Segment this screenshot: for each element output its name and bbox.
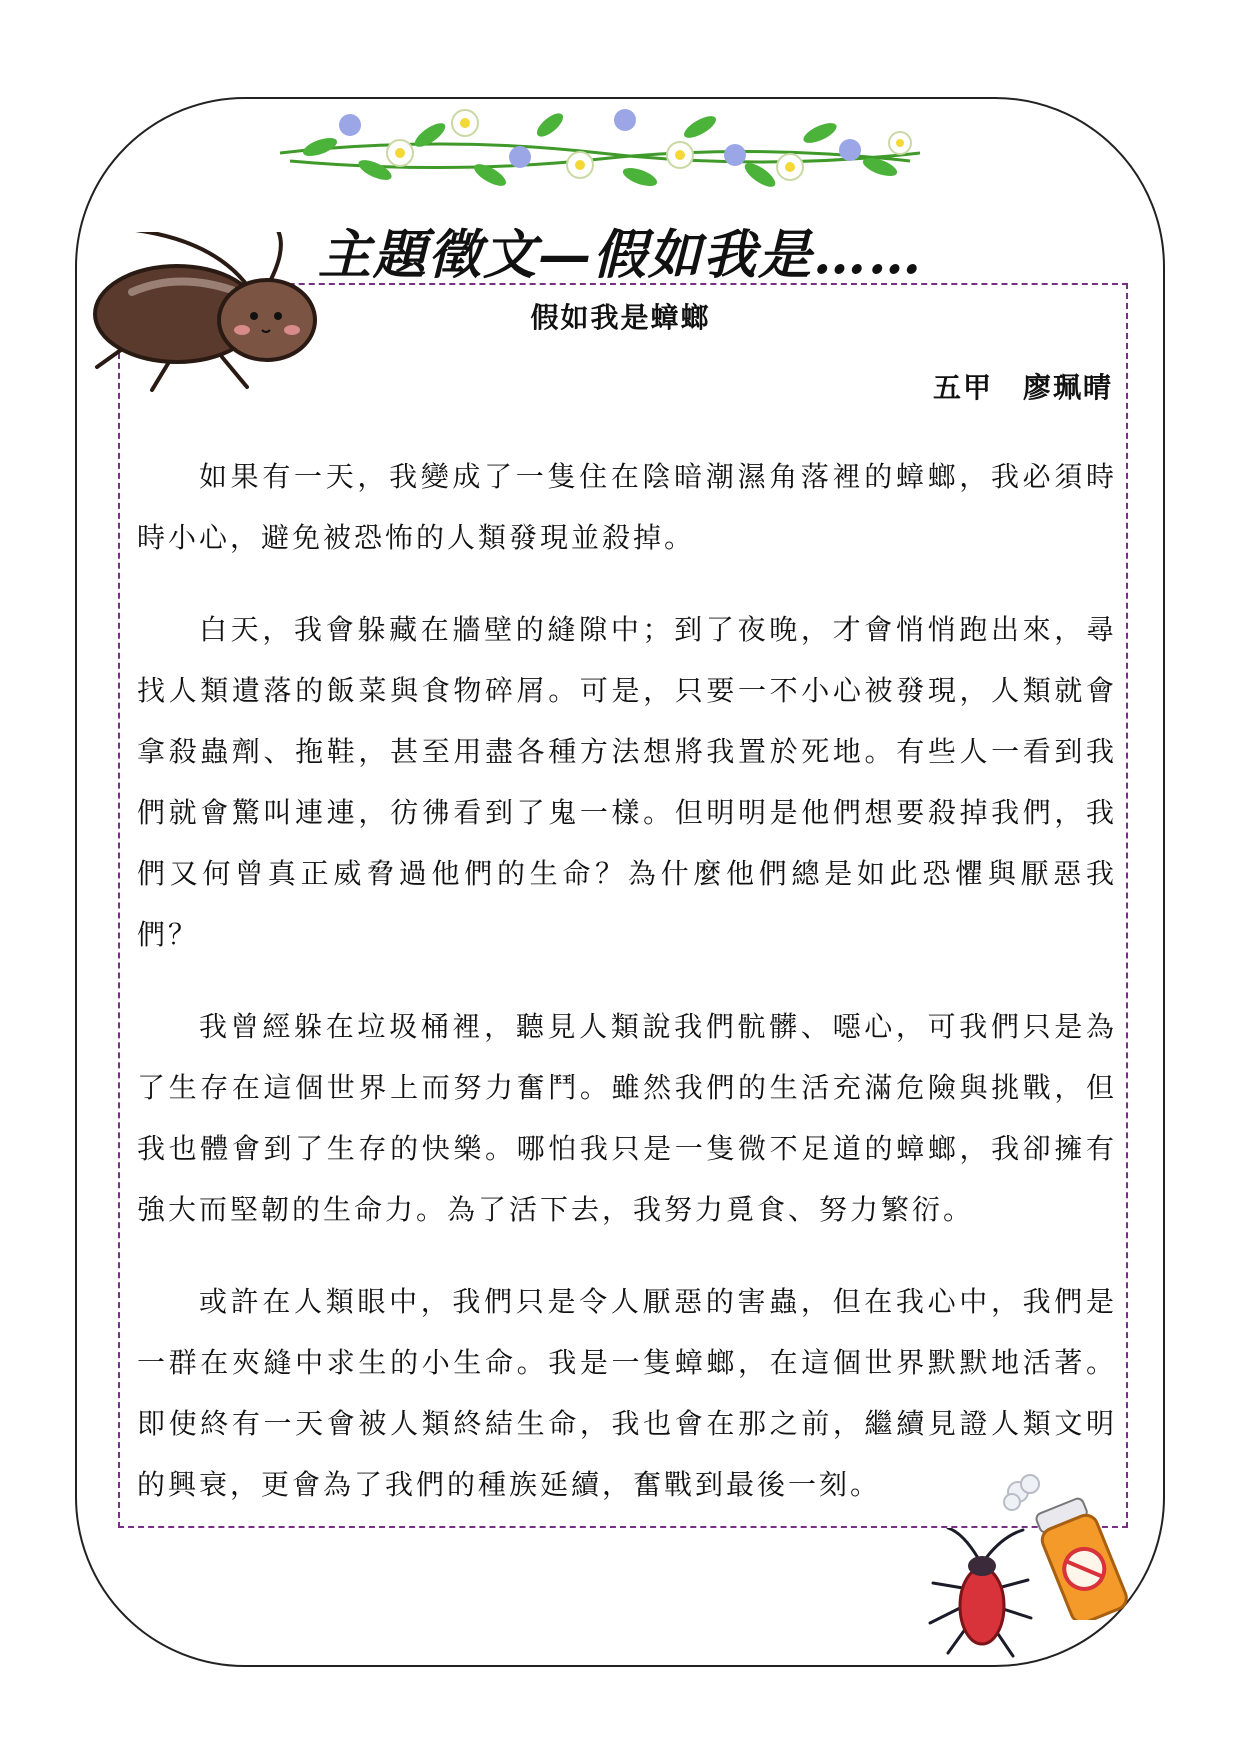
flower-garland-icon [280, 95, 920, 205]
essay-paragraph: 如果有一天，我變成了一隻住在陰暗潮濕角落裡的蟑螂，我必須時時小心，避免被恐怖的人類發現並殺掉。 [137, 460, 1117, 554]
essay-paragraph: 我曾經躲在垃圾桶裡，聽見人類說我們骯髒、噁心，可我們只是為了生存在這個世界上而努力奮鬥。雖然我們的生活充滿危險與挑戰，但我也體會到了生存的快樂。哪怕我只是一隻微不足道的蟑螂，我卻擁有強大而堅韌的生命力。為了活下去，我努力覓食、努力繁衍。 [137, 1010, 1117, 1226]
essay-title: 假如我是蟑螂 [530, 301, 711, 334]
insecticide-spray-icon [1000, 1470, 1130, 1620]
essay-paragraph: 或許在人類眼中，我們只是令人厭惡的害蟲，但在我心中，我們是一群在夾縫中求生的小生命。我是一隻蟑螂，在這個世界默默地活著。即使終有一天會被人類終結生命，我也會在那之前，繼續見證人類文明的興衰，更會為了我們的種族延續，奮戰到最後一刻。 [137, 1285, 1117, 1501]
essay-body [137, 446, 1117, 1546]
essay-author: 五甲 廖珮晴 [932, 371, 1113, 404]
page-title: 主題徵文—假如我是…… [318, 224, 923, 286]
essay-paragraph: 白天，我會躲藏在牆壁的縫隙中；到了夜晚，才會悄悄跑出來，尋找人類遺落的飯菜與食物碎屑。可是，只要一不小心被發現，人類就會拿殺蟲劑、拖鞋，甚至用盡各種方法想將我置於死地。有些人一看到我們就會驚叫連連，彷彿看到了鬼一樣。但明明是他們想要殺掉我們，我們又何曾真正威脅過他們的生命？為什麼他們總是如此恐懼與厭惡我們？ [137, 613, 1117, 951]
